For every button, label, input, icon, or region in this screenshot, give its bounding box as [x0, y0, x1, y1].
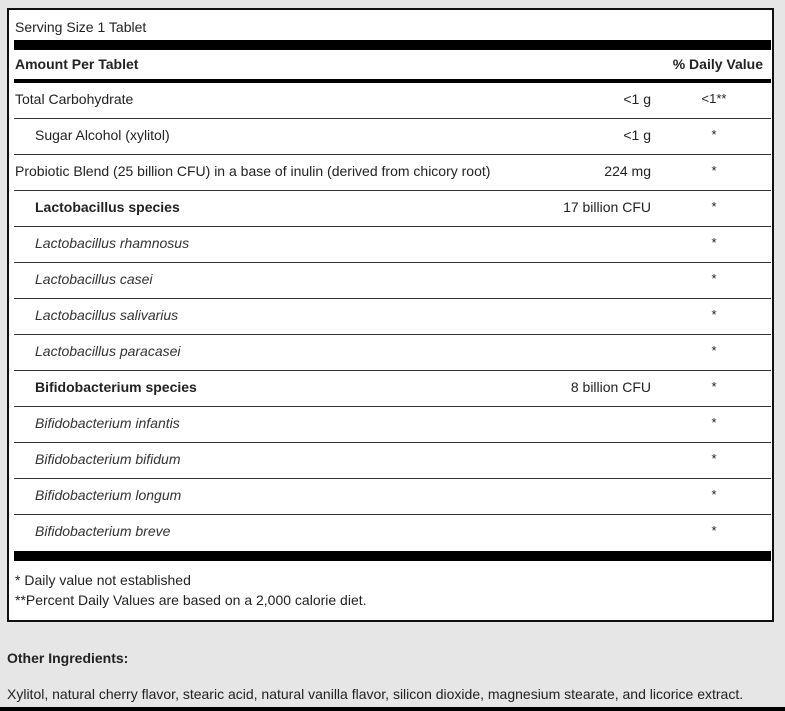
- nutrient-dv: *: [711, 235, 717, 250]
- nutrient-name: Lactobacillus salivarius: [35, 307, 179, 323]
- table-row: [14, 299, 771, 335]
- table-row: [14, 83, 771, 119]
- nutrient-name: Lactobacillus casei: [35, 271, 153, 287]
- nutrient-name: Total Carbohydrate: [15, 91, 134, 107]
- supplement-facts-panel: [7, 8, 774, 622]
- thick-divider-top: [14, 40, 771, 50]
- table-row: [14, 515, 771, 550]
- nutrient-dv: *: [711, 451, 717, 466]
- table-row: [14, 227, 771, 263]
- table-row: [14, 479, 771, 515]
- table-row: [14, 191, 771, 227]
- table-row: [14, 263, 771, 299]
- nutrient-name: Bifidobacterium breve: [35, 523, 171, 539]
- footnote-daily-value: * Daily value not established: [15, 572, 191, 588]
- nutrient-rows: [14, 83, 771, 550]
- table-row: [14, 119, 771, 155]
- table-row: [14, 155, 771, 191]
- table-row: [14, 371, 771, 407]
- footnote-percent-dv: **Percent Daily Values are based on a 2,000 calorie diet.: [15, 592, 367, 608]
- table-row: [14, 443, 771, 479]
- nutrient-dv: *: [711, 199, 717, 214]
- nutrient-amount: <1 g: [623, 127, 651, 143]
- footnotes: [15, 570, 367, 610]
- nutrient-dv: *: [711, 163, 717, 178]
- other-ingredients-title: Other Ingredients:: [7, 650, 129, 666]
- amount-per-tablet-label: Amount Per Tablet: [15, 56, 139, 72]
- nutrient-dv: <1**: [701, 91, 727, 106]
- table-row: [14, 407, 771, 443]
- daily-value-label: % Daily Value: [672, 56, 763, 72]
- thick-divider-bottom: [14, 551, 771, 561]
- nutrient-dv: *: [711, 343, 717, 358]
- nutrient-amount: 224 mg: [604, 163, 651, 179]
- nutrient-name: Bifidobacterium longum: [35, 487, 182, 503]
- nutrient-name: Lactobacillus rhamnosus: [35, 235, 190, 251]
- nutrient-dv: *: [711, 127, 717, 142]
- amount-header: [14, 53, 771, 77]
- nutrient-name: Bifidobacterium species: [35, 379, 197, 395]
- nutrient-name: Sugar Alcohol (xylitol): [35, 127, 170, 143]
- nutrient-amount: 17 billion CFU: [563, 199, 651, 215]
- nutrient-dv: *: [711, 271, 717, 286]
- nutrient-dv: *: [711, 487, 717, 502]
- nutrient-dv: *: [711, 379, 717, 394]
- bottom-border: [0, 707, 785, 711]
- nutrient-name: Lactobacillus species: [35, 199, 180, 215]
- nutrient-amount: <1 g: [623, 91, 651, 107]
- nutrient-dv: *: [711, 307, 717, 322]
- nutrient-dv: *: [711, 415, 717, 430]
- table-row: [14, 335, 771, 371]
- other-ingredients-text: Xylitol, natural cherry flavor, stearic acid, natural vanilla flavor, silicon dioxide, magnesium stearate, and licorice extract.: [7, 686, 744, 702]
- serving-size: Serving Size 1 Tablet: [15, 19, 147, 35]
- nutrient-name: Bifidobacterium infantis: [35, 415, 180, 431]
- nutrient-amount: 8 billion CFU: [570, 379, 651, 395]
- nutrient-name: Probiotic Blend (25 billion CFU) in a base of inulin (derived from chicory root): [15, 163, 491, 179]
- nutrient-name: Bifidobacterium bifidum: [35, 451, 181, 467]
- nutrient-name: Lactobacillus paracasei: [35, 343, 181, 359]
- nutrient-dv: *: [711, 523, 717, 538]
